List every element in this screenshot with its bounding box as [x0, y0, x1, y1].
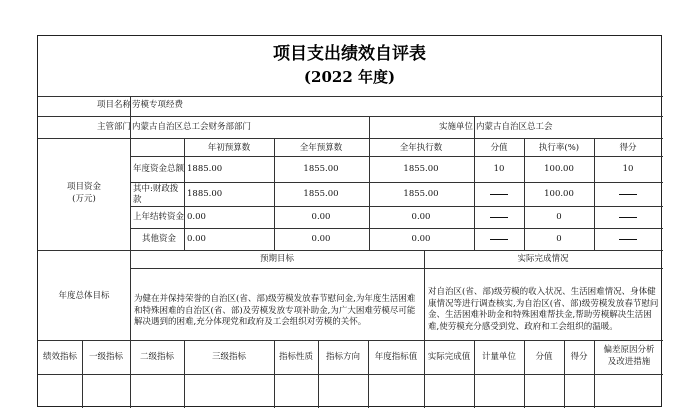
ind-header-score-value: 分值 [535, 352, 553, 362]
row-fiscal-label: 其中:财政拨 [133, 184, 179, 194]
row-carryover-executed: 0.00 [411, 212, 431, 222]
ind-header-direction: 指标方向 [325, 352, 361, 362]
expected-goal-header: 预期目标 [259, 254, 295, 264]
row-carryover-rate: 0 [556, 212, 562, 222]
row-fiscal-rate: 100.00 [544, 189, 574, 199]
evaluation-form [37, 35, 662, 407]
row-other-annual: 0.00 [311, 234, 331, 244]
impl-unit-value: 内蒙古自治区总工会 [476, 122, 553, 132]
dash-mark [490, 217, 508, 218]
ind-header-deviation-cont: 及改进措施 [607, 357, 651, 367]
ind-header-deviation: 偏差原因分析 [603, 345, 655, 355]
row-carryover-initial: 0.00 [187, 212, 206, 222]
row-fiscal-initial: 1885.00 [187, 189, 223, 199]
dash-mark [619, 239, 637, 240]
header-score: 得分 [619, 143, 637, 153]
row-other-label: 其他资金 [142, 234, 177, 244]
dept-label: 主管部门 [97, 122, 132, 132]
header-exec-rate: 执行率(%) [538, 143, 580, 153]
ind-header-level3: 三级指标 [211, 352, 247, 362]
dash-mark [619, 217, 637, 218]
actual-result-header: 实际完成情况 [517, 254, 569, 264]
ind-header-level2: 二级指标 [139, 352, 175, 362]
ind-header-level1: 一级指标 [88, 352, 124, 362]
dash-mark [490, 194, 508, 195]
row-fiscal-executed: 1855.00 [403, 189, 439, 199]
impl-unit-label: 实施单位 [439, 122, 474, 132]
funds-section-unit: (万元) [72, 194, 96, 204]
goals-label: 年度总体目标 [58, 291, 110, 301]
header-annual-budget: 全年预算数 [299, 143, 343, 153]
header-score-value: 分值 [490, 143, 508, 153]
ind-header-actual-value: 实际完成值 [427, 352, 471, 362]
actual-result-text: 对自治区(省、部)级劳模的收入状况、生活困难情况、身体健康情况等进行调查核实,为自治区(省、部)级劳模发放春节慰问金、生活困难补助金和特殊困难帮扶金,帮助劳模解决生活困难,使劳模充分感受到党、政府和工会组织的温暖。 [428, 287, 659, 332]
header-executed: 全年执行数 [399, 143, 443, 153]
row-total-score: 10 [622, 164, 634, 174]
row-fiscal-annual: 1855.00 [303, 189, 339, 199]
row-total-initial: 1885.00 [187, 164, 223, 174]
row-carryover-label: 上年结转资金 [133, 212, 185, 222]
ind-header-perf: 绩效指标 [42, 352, 78, 362]
project-name-label: 项目名称 [97, 100, 132, 110]
row-total-rate: 100.00 [544, 164, 574, 174]
project-name-value: 劳模专项经费 [132, 100, 184, 110]
ind-header-score: 得分 [570, 352, 588, 362]
row-total-label: 年度资金总额 [133, 164, 185, 174]
row-other-initial: 0.00 [187, 234, 206, 244]
form-title: 项目支出绩效自评表 [273, 44, 426, 64]
row-total-executed: 1855.00 [403, 164, 439, 174]
row-total-annual: 1855.00 [303, 164, 339, 174]
form-subtitle: (2022 年度) [303, 68, 396, 86]
ind-header-annual-value: 年度指标值 [374, 352, 418, 362]
funds-section-label: 项目资金 [66, 182, 102, 192]
dept-value: 内蒙古自治区总工会财务部部门 [132, 122, 252, 132]
dash-mark [490, 239, 508, 240]
row-fiscal-label-cont: 款 [133, 195, 142, 205]
dash-mark [619, 194, 637, 195]
ind-header-nature: 指标性质 [278, 352, 314, 362]
header-initial-budget: 年初预算数 [207, 143, 251, 153]
row-carryover-annual: 0.00 [311, 212, 331, 222]
expected-goal-text: 为健在并保持荣誉的自治区(省、部)级劳模发放春节慰问金,为年度生活困难和特殊困难的自治区(省、部)及劳模发放专项补助金,为广大困难劳模尽可能解决遇到的困难,充分体现党和政府及工会组织对劳模的关怀。 [134, 294, 416, 327]
row-other-rate: 0 [556, 234, 562, 244]
row-total-score-value: 10 [493, 164, 505, 174]
row-other-executed: 0.00 [411, 234, 431, 244]
ind-header-unit: 计量单位 [481, 352, 517, 362]
